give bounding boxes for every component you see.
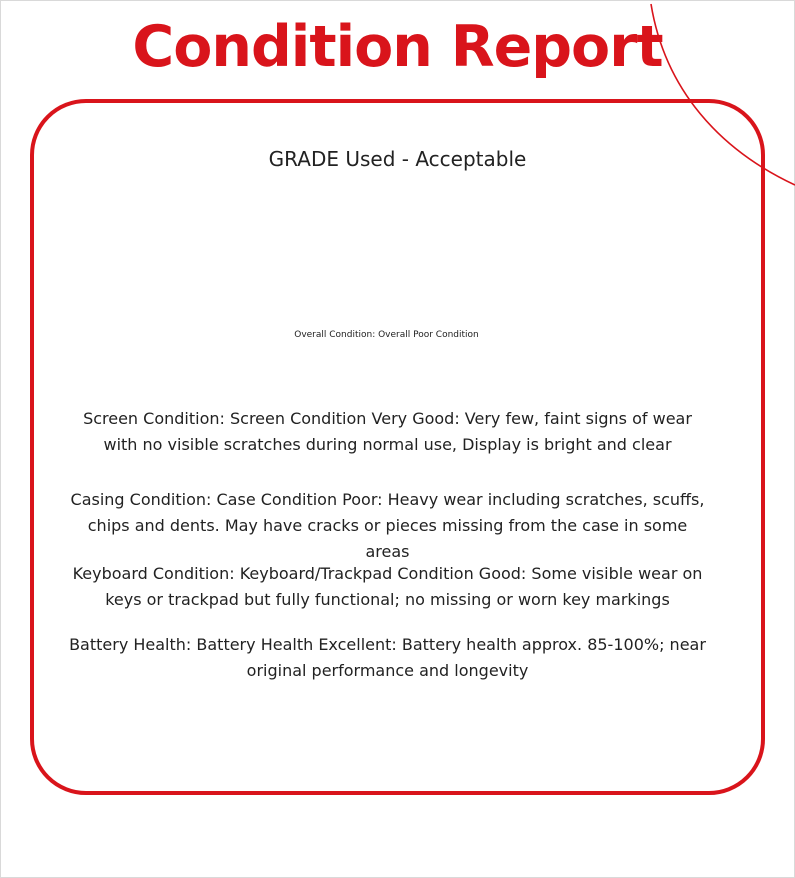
- casing-condition: Casing Condition: Case Condition Poor: Heavy wear including scratches, scuffs, chips and dents. May have cracks or pieces missing from the case in some areas: [70, 490, 705, 561]
- grade-label: GRADE Used - Acceptable: [268, 147, 527, 171]
- battery-health: Battery Health: Battery Health Excellent: Battery health approx. 85-100%; near original performance and longevity: [69, 635, 706, 680]
- keyboard-condition: Keyboard Condition: Keyboard/Trackpad Condition Good: Some visible wear on keys or trackpad but fully functional; no missing or worn key markings: [72, 564, 703, 609]
- screen-condition: Screen Condition: Screen Condition Very Good: Very few, faint signs of wear with no visible scratches during normal use, Display is bright and clear: [83, 409, 692, 454]
- overall-condition: Overall Condition: Overall Poor Condition: [294, 330, 479, 340]
- page-title: Condition Report: [132, 14, 663, 80]
